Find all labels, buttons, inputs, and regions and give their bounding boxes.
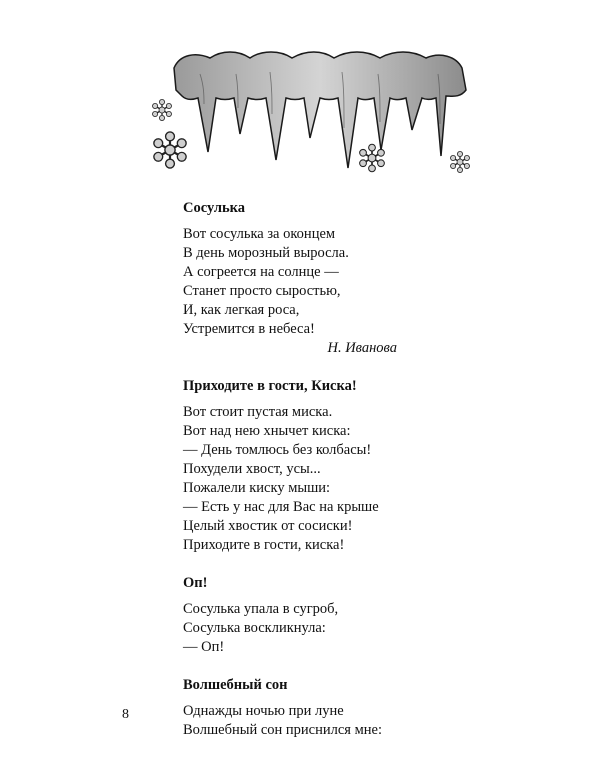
poem-op [183,575,423,657]
poem-line: — День томлюсь без колбасы! [183,442,372,458]
poem-author: Н. Иванова [327,340,397,356]
poem-line: Станет просто сыростью, [183,283,341,299]
poem-line: Похудели хвост, усы... [183,461,321,477]
poem-line: А согреется на солнце — [183,264,339,280]
poem-line: — Есть у нас для Вас на крыше [183,499,379,515]
poem-line: Пожалели киску мыши: [183,480,331,496]
poem-line: Волшебный сон приснился мне: [183,722,382,738]
snowflake-icon [154,132,186,168]
poem-line: Вот стоит пустая миска. [183,404,333,420]
snowflake-icon [153,99,172,120]
poem-line: Сосулька воскликнула: [183,620,326,636]
icicle-ridge [174,52,466,168]
snowflake-icon [451,151,470,172]
poem-list [183,200,423,760]
poem-title: Волшебный сон [183,677,288,693]
poem-line: В день морозный выросла. [183,245,349,261]
poem-title: Приходите в гости, Киска! [183,378,357,394]
poem-line: Целый хвостик от сосиски! [183,518,353,534]
poem-line: Вот сосулька за оконцем [183,226,336,242]
poem-volshebny-son [183,677,423,740]
poem-title: Оп! [183,575,208,591]
poem-line: Приходите в гости, киска! [183,537,345,553]
poem-line: Устремится в небеса! [183,321,315,337]
poem-kiska [183,378,423,555]
poem-sosulka [183,200,423,358]
poem-line: И, как легкая роса, [183,302,300,318]
poem-line: Сосулька упала в сугроб, [183,601,339,617]
poem-line: Вот над нею хнычет киска: [183,423,351,439]
poem-line: Однажды ночью при луне [183,703,344,719]
poem-line: — Оп! [183,639,225,655]
icicles-illustration [140,38,480,188]
poem-title: Сосулька [183,200,246,216]
page-number: 8 [122,707,129,722]
